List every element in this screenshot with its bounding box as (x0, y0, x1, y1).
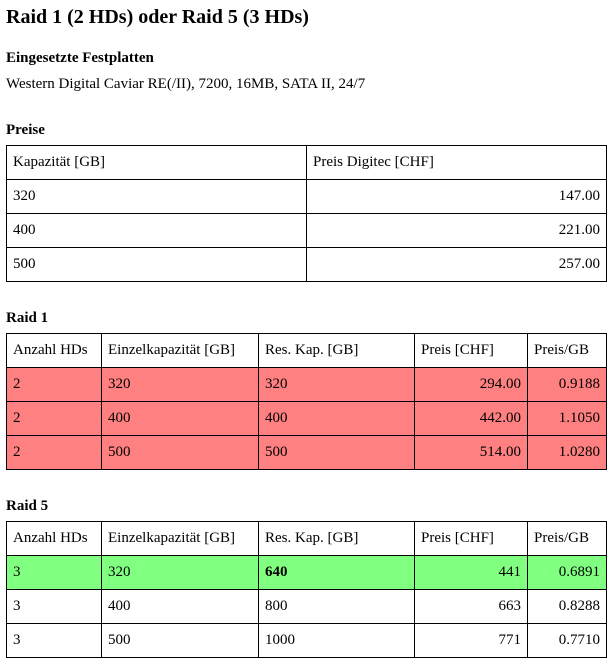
column-header-preis-digitec: Preis Digitec [CHF] (307, 146, 607, 180)
cell-preis: 294.00 (415, 368, 528, 402)
preise-heading: Preise (6, 122, 45, 138)
cell-kapazitaet: 400 (7, 214, 307, 248)
cell-preis: 442.00 (415, 402, 528, 436)
table-row (7, 248, 607, 282)
column-header-anzahl-hds: Anzahl HDs (7, 522, 102, 556)
column-header-preis-pro-gb: Preis/GB (528, 334, 607, 368)
cell-res-kap: 320 (259, 368, 415, 402)
cell-preis: 514.00 (415, 436, 528, 470)
table-header-row (7, 334, 607, 368)
cell-preis-pro-gb: 1.1050 (528, 402, 607, 436)
cell-einzelkapazitaet: 320 (102, 368, 259, 402)
page-title: Raid 1 (2 HDs) oder Raid 5 (3 HDs) (6, 6, 309, 28)
cell-einzelkapazitaet: 400 (102, 402, 259, 436)
raid1-heading: Raid 1 (6, 310, 49, 326)
raid5-table (6, 521, 607, 658)
cell-res-kap-best: 640 (259, 556, 415, 590)
cell-preis-pro-gb: 0.6891 (528, 556, 607, 590)
cell-einzelkapazitaet: 320 (102, 556, 259, 590)
cell-anzahl-hds: 2 (7, 402, 102, 436)
table-row (7, 590, 607, 624)
preise-table (6, 145, 607, 282)
cell-einzelkapazitaet: 400 (102, 590, 259, 624)
cell-preis-pro-gb: 1.0280 (528, 436, 607, 470)
table-row (7, 624, 607, 658)
column-header-preis: Preis [CHF] (415, 334, 528, 368)
table-row (7, 402, 607, 436)
cell-anzahl-hds: 2 (7, 368, 102, 402)
cell-preis: 221.00 (307, 214, 607, 248)
cell-res-kap: 500 (259, 436, 415, 470)
cell-kapazitaet: 500 (7, 248, 307, 282)
column-header-einzelkapazitaet: Einzelkapazität [GB] (102, 334, 259, 368)
raid5-heading: Raid 5 (6, 498, 49, 514)
disks-heading: Eingesetzte Festplatten (6, 50, 154, 66)
cell-preis: 771 (415, 624, 528, 658)
cell-anzahl-hds: 3 (7, 624, 102, 658)
column-header-res-kap: Res. Kap. [GB] (259, 334, 415, 368)
table-row (7, 368, 607, 402)
cell-preis: 147.00 (307, 180, 607, 214)
column-header-einzelkapazitaet: Einzelkapazität [GB] (102, 522, 259, 556)
raid1-table (6, 333, 607, 470)
cell-preis: 663 (415, 590, 528, 624)
column-header-kapazitaet: Kapazität [GB] (7, 146, 307, 180)
table-header-row (7, 522, 607, 556)
cell-preis: 441 (415, 556, 528, 590)
cell-preis-pro-gb: 0.8288 (528, 590, 607, 624)
cell-anzahl-hds: 2 (7, 436, 102, 470)
column-header-preis: Preis [CHF] (415, 522, 528, 556)
cell-res-kap: 1000 (259, 624, 415, 658)
cell-einzelkapazitaet: 500 (102, 624, 259, 658)
cell-preis-pro-gb: 0.9188 (528, 368, 607, 402)
disks-description: Western Digital Caviar RE(/II), 7200, 16MB, SATA II, 24/7 (6, 76, 366, 92)
cell-preis: 257.00 (307, 248, 607, 282)
cell-kapazitaet: 320 (7, 180, 307, 214)
cell-anzahl-hds: 3 (7, 556, 102, 590)
cell-anzahl-hds: 3 (7, 590, 102, 624)
column-header-anzahl-hds: Anzahl HDs (7, 334, 102, 368)
cell-einzelkapazitaet: 500 (102, 436, 259, 470)
column-header-preis-pro-gb: Preis/GB (528, 522, 607, 556)
cell-res-kap: 800 (259, 590, 415, 624)
column-header-res-kap: Res. Kap. [GB] (259, 522, 415, 556)
table-header-row (7, 146, 607, 180)
table-row-highlighted (7, 556, 607, 590)
table-row (7, 180, 607, 214)
table-row (7, 214, 607, 248)
cell-preis-pro-gb: 0.7710 (528, 624, 607, 658)
cell-res-kap: 400 (259, 402, 415, 436)
table-row (7, 436, 607, 470)
